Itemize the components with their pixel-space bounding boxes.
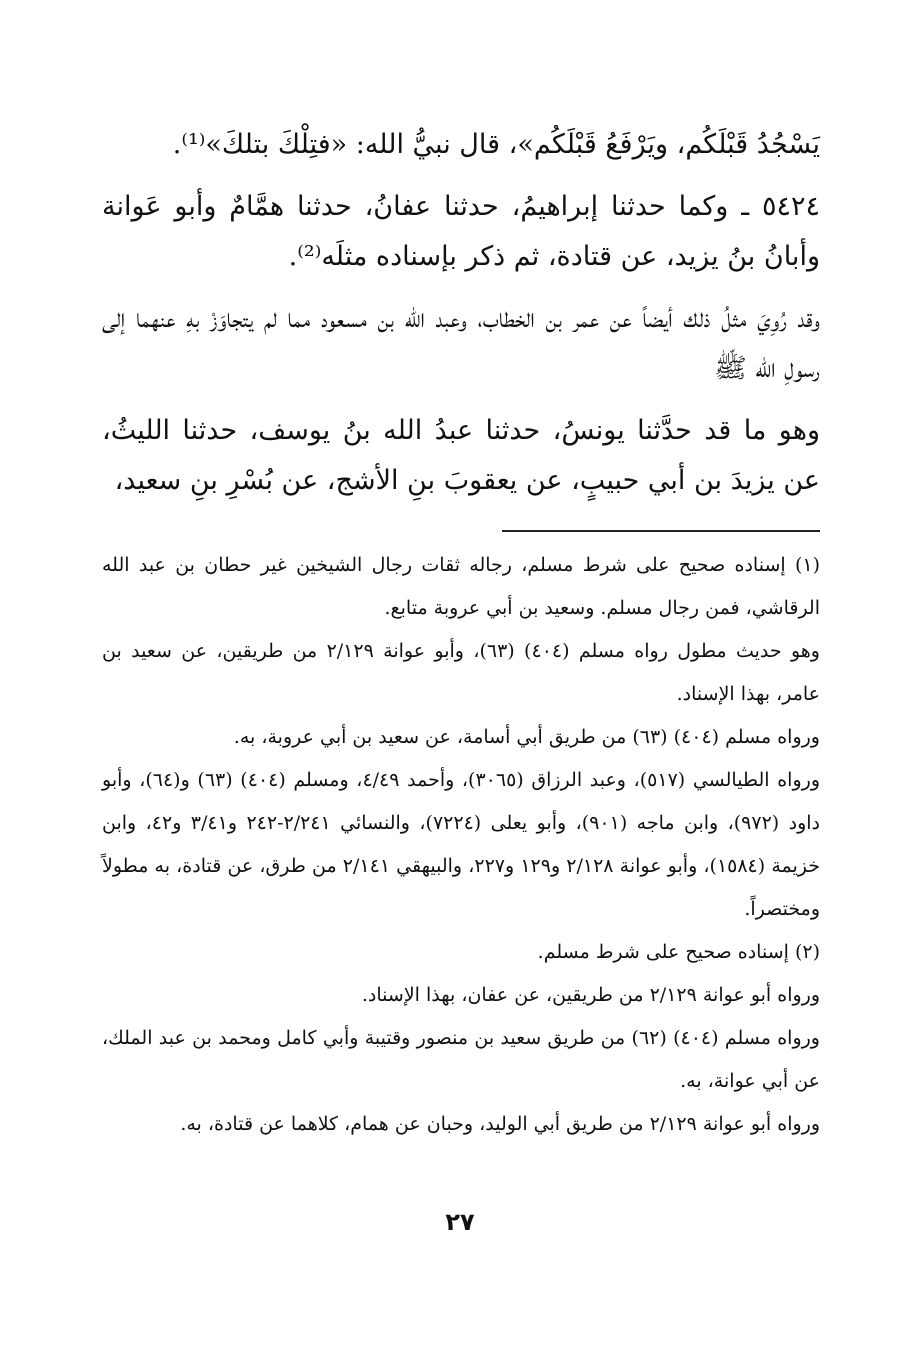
footnote-paragraph: وهو حديث مطول رواه مسلم (٤٠٤) (٦٣)، وأبو عوانة ٢/١٢٩ من طريقين، عن سعيد بن عامر، بهذا الإسناد. (102, 640, 820, 705)
footnote-paragraph: ورواه مسلم (٤٠٤) (٦٢) من طريق سعيد بن منصور وقتيبة وأبي كامل ومحمد بن عبد الملك، عن أبي عوانة، به. (102, 1027, 820, 1092)
footnote-paragraph: ورواه أبو عوانة ٢/١٢٩ من طريق أبي الوليد، وحبان عن همام، كلاهما عن قتادة، به. (180, 1113, 820, 1135)
main-paragraph: ٥٤٢٤ ـ وكما حدثنا إبراهيمُ، حدثنا عفانُ، حدثنا همَّامٌ وأبو عَوانة وأبانُ بنُ يزيد، عن قتادة، ثم ذكر بإسناده مثلَه⁽²⁾. (102, 191, 820, 272)
footnote-paragraph: ورواه الطيالسي (٥١٧)، وعبد الرزاق (٣٠٦٥)، وأحمد ٤/٤٩، ومسلم (٤٠٤) (٦٣) و(٦٤)، وأبو داود (٩٧٢)، وابن ماجه (٩٠١)، وأبو يعلى (٧٢٢٤)، والنسائي ٢/٢٤١-٢٤٢ و٣/٤١ و٤٢، وابن خزيمة (١٥٨٤)، وأبو عوانة ٢/١٢٨ و١٢٩ و٢٢٧، والبيهقي ٢/١٤١ من طرق، عن قتادة، به مطولاً ومختصراً. (102, 769, 821, 920)
main-text (102, 120, 820, 518)
footnotes (102, 544, 820, 1146)
footnote-divider (502, 530, 820, 532)
footnote-paragraph: ورواه مسلم (٤٠٤) (٦٣) من طريق أبي أسامة، عن سعيد بن أبي عروبة، به. (233, 726, 820, 748)
footnote-paragraph: (٢) إسناده صحيح على شرط مسلم. (537, 941, 820, 963)
footnote-paragraph: (١) إسناده صحيح على شرط مسلم، رجاله ثقات رجال الشيخين غير حطان بن عبد الله الرقاشي، فمن رجال مسلم. وسعيد بن أبي عروبة متابع. (102, 554, 820, 619)
footnote-paragraph: ورواه أبو عوانة ٢/١٢٩ من طريقين، عن عفان، بهذا الإسناد. (361, 984, 820, 1006)
main-paragraph: وهو ما قد حدَّثنا يونسُ، حدثنا عبدُ الله بنُ يوسف، حدثنا الليثُ، عن يزيدَ بن أبي حبيبٍ، عن يعقوبَ بنِ الأشج، عن بُسْرِ بنِ سعيد، (102, 415, 820, 496)
main-paragraph: وقد رُوِيَ مثلُ ذلك أيضاً عن عمر بن الخطاب، وعبد الله بن مسعود مما لم يتجاوَزْ بهِ عنهما إلى رسولِ الله ﷺ (102, 303, 820, 384)
main-paragraph: يَسْجُدُ قَبْلَكُم، ويَرْفَعُ قَبْلَكُم»، قال نبيُّ الله: «فتِلْكَ بتلكَ»⁽¹⁾. (172, 129, 820, 160)
page-number: ٢٧ (445, 1208, 475, 1236)
